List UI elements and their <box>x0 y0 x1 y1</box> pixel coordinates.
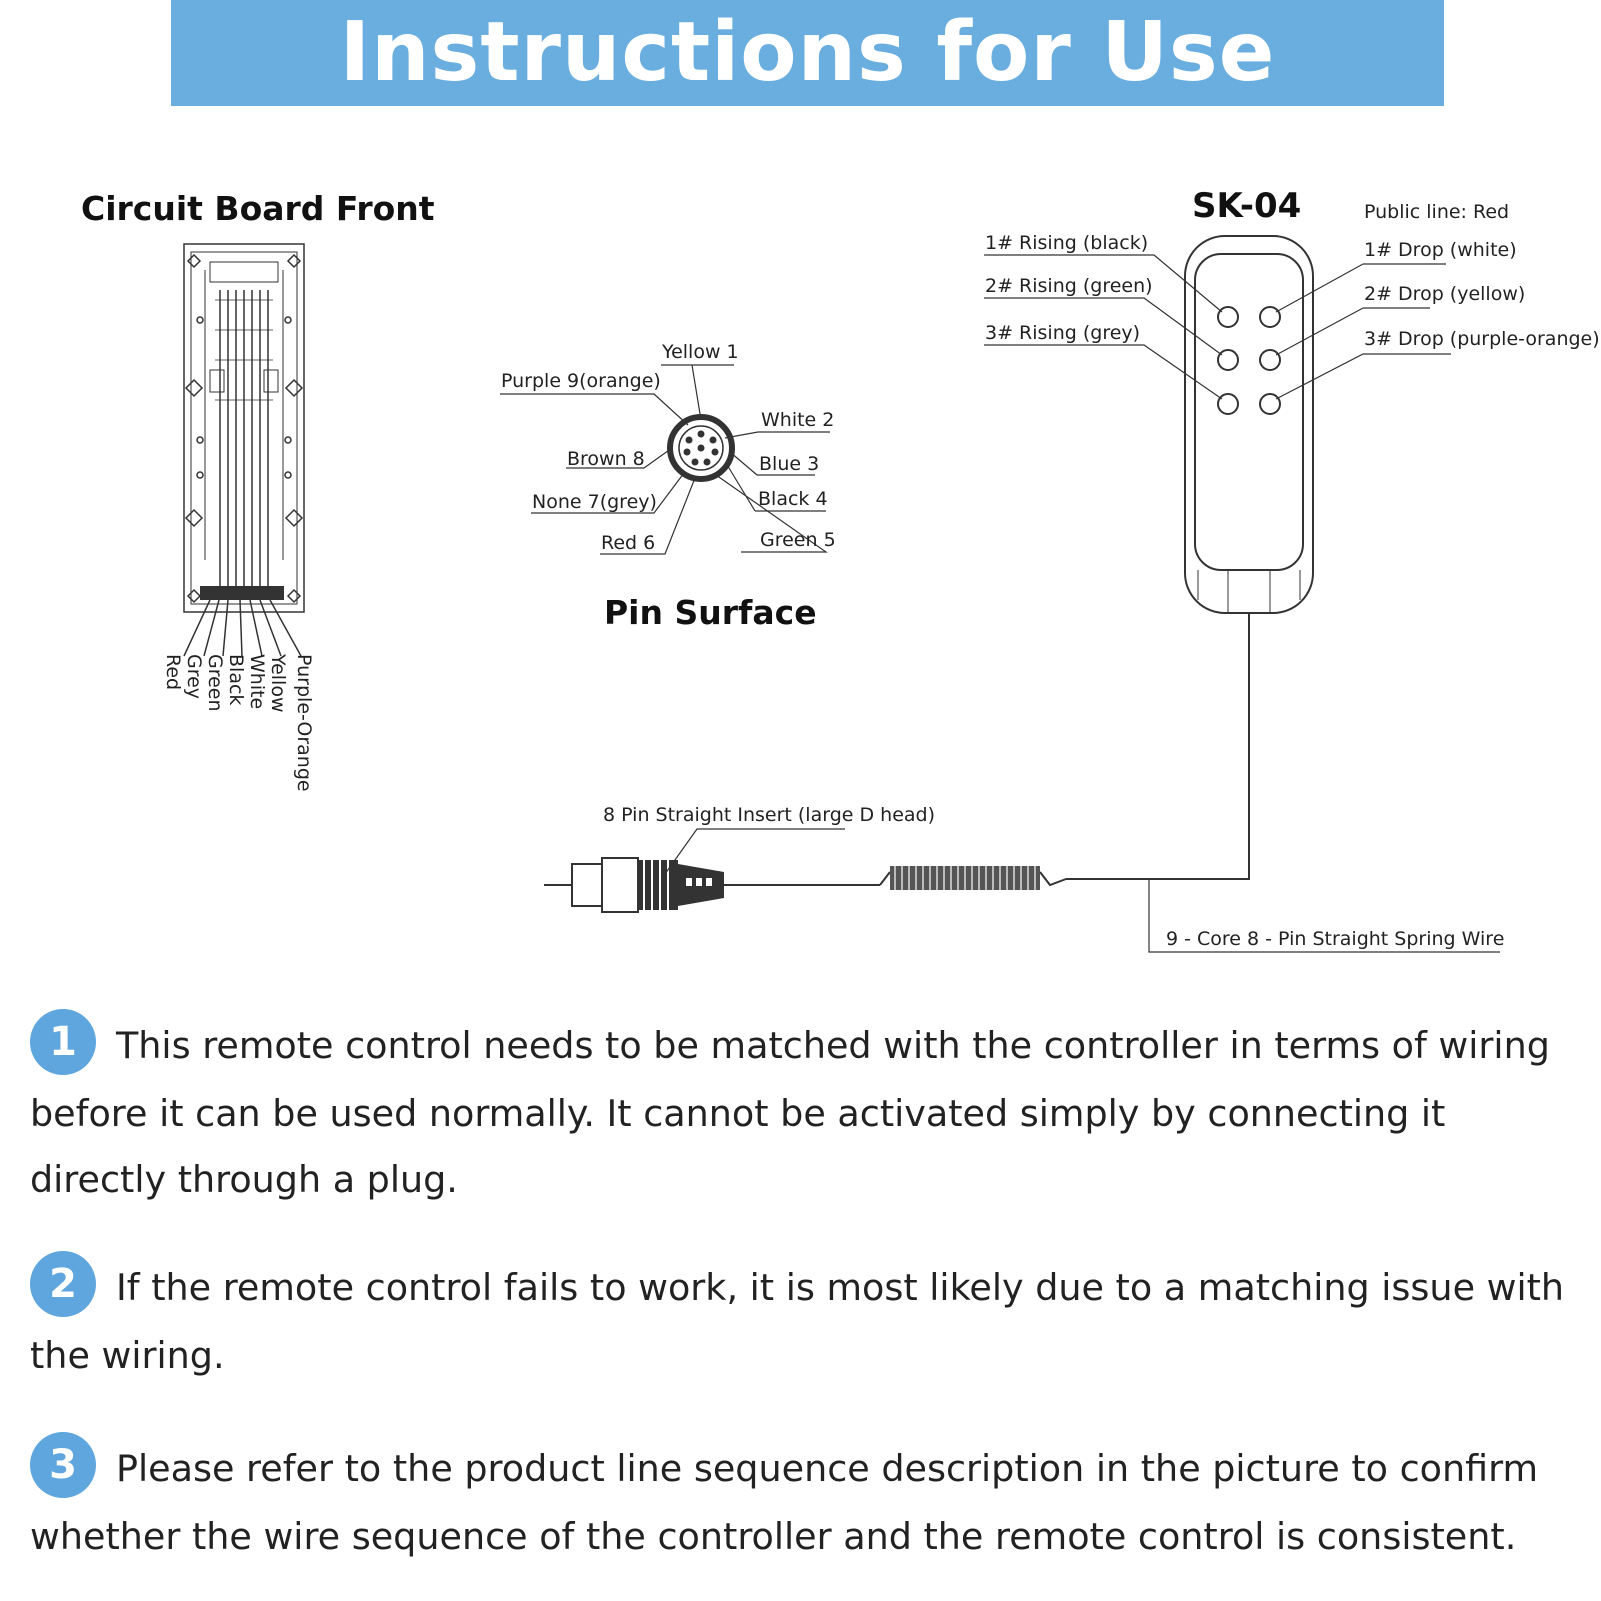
pin-label-brown-8: Brown 8 <box>567 448 645 470</box>
pin-surface-title: Pin Surface <box>604 593 817 632</box>
pin-label-black-4: Black 4 <box>758 488 828 510</box>
drop-2-label: 2# Drop (yellow) <box>1364 283 1526 305</box>
drop-1-button-icon <box>1260 307 1280 327</box>
cable <box>724 613 1249 885</box>
wire-label-purple-orange: Purple-Orange <box>293 654 315 792</box>
page-title: Instructions for Use <box>339 5 1276 100</box>
wire-label-grey: Grey <box>183 654 205 700</box>
pin-label-blue-3: Blue 3 <box>759 453 820 475</box>
pin-connector-face <box>670 417 732 479</box>
wire-label-black: Black <box>225 654 247 706</box>
plug-connector <box>544 858 724 912</box>
spring-coil <box>890 866 1040 890</box>
circuit-board <box>184 244 304 656</box>
instruction-2-text: If the remote control fails to work, it is most likely due to a matching issue with the wiring. <box>30 1266 1565 1377</box>
remote-labels <box>985 232 1600 350</box>
rising-1-label: 1# Rising (black) <box>985 232 1149 254</box>
instruction-1-text: This remote control needs to be matched with the controller in terms of wiring before it can be used normally. It cannot be activated simply by connecting it directly through a plug. <box>30 1024 1550 1201</box>
step-3-badge: 3 <box>30 1432 96 1498</box>
drop-1-label: 1# Drop (white) <box>1364 239 1517 261</box>
circuit-wire-labels <box>162 653 315 792</box>
plug-label: 8 Pin Straight Insert (large D head) <box>603 804 936 826</box>
instruction-1 <box>30 1013 1590 1213</box>
pin-label-white-2: White 2 <box>761 409 835 431</box>
pin-label-green-5: Green 5 <box>760 529 836 551</box>
rising-3-button-icon <box>1218 394 1238 414</box>
step-1-badge: 1 <box>30 1009 96 1075</box>
remote-body <box>1185 236 1313 613</box>
circuit-board-title: Circuit Board Front <box>81 189 435 228</box>
rising-3-label: 3# Rising (grey) <box>985 322 1141 344</box>
remote-buttons <box>1218 307 1280 414</box>
drop-2-button-icon <box>1260 350 1280 370</box>
rising-2-button-icon <box>1218 350 1238 370</box>
pin-label-none-7: None 7(grey) <box>532 491 657 513</box>
public-line-label: Public line: Red <box>1364 201 1510 223</box>
rising-1-button-icon <box>1218 307 1238 327</box>
instruction-2 <box>30 1255 1590 1389</box>
pin-label-yellow-1: Yellow 1 <box>662 341 739 363</box>
remote-model: SK-04 <box>1192 186 1302 226</box>
wire-label-yellow: Yellow <box>267 654 289 713</box>
pin-label-purple-9: Purple 9(orange) <box>501 370 661 392</box>
step-2-badge: 2 <box>30 1251 96 1317</box>
instruction-3-text: Please refer to the product line sequence description in the picture to confirm whether the wire sequence of the controller and the remote control is consistent. <box>30 1447 1539 1558</box>
instruction-3 <box>30 1436 1590 1570</box>
drop-3-button-icon <box>1260 394 1280 414</box>
spring-wire-label: 9 - Core 8 - Pin Straight Spring Wire <box>1166 928 1505 950</box>
drop-3-label: 3# Drop (purple-orange) <box>1364 328 1600 350</box>
rising-2-label: 2# Rising (green) <box>985 275 1153 297</box>
wire-label-white: White <box>246 654 268 710</box>
wire-label-red: Red <box>162 654 184 691</box>
wire-label-green: Green <box>204 654 226 712</box>
pin-label-red-6: Red 6 <box>601 532 656 554</box>
